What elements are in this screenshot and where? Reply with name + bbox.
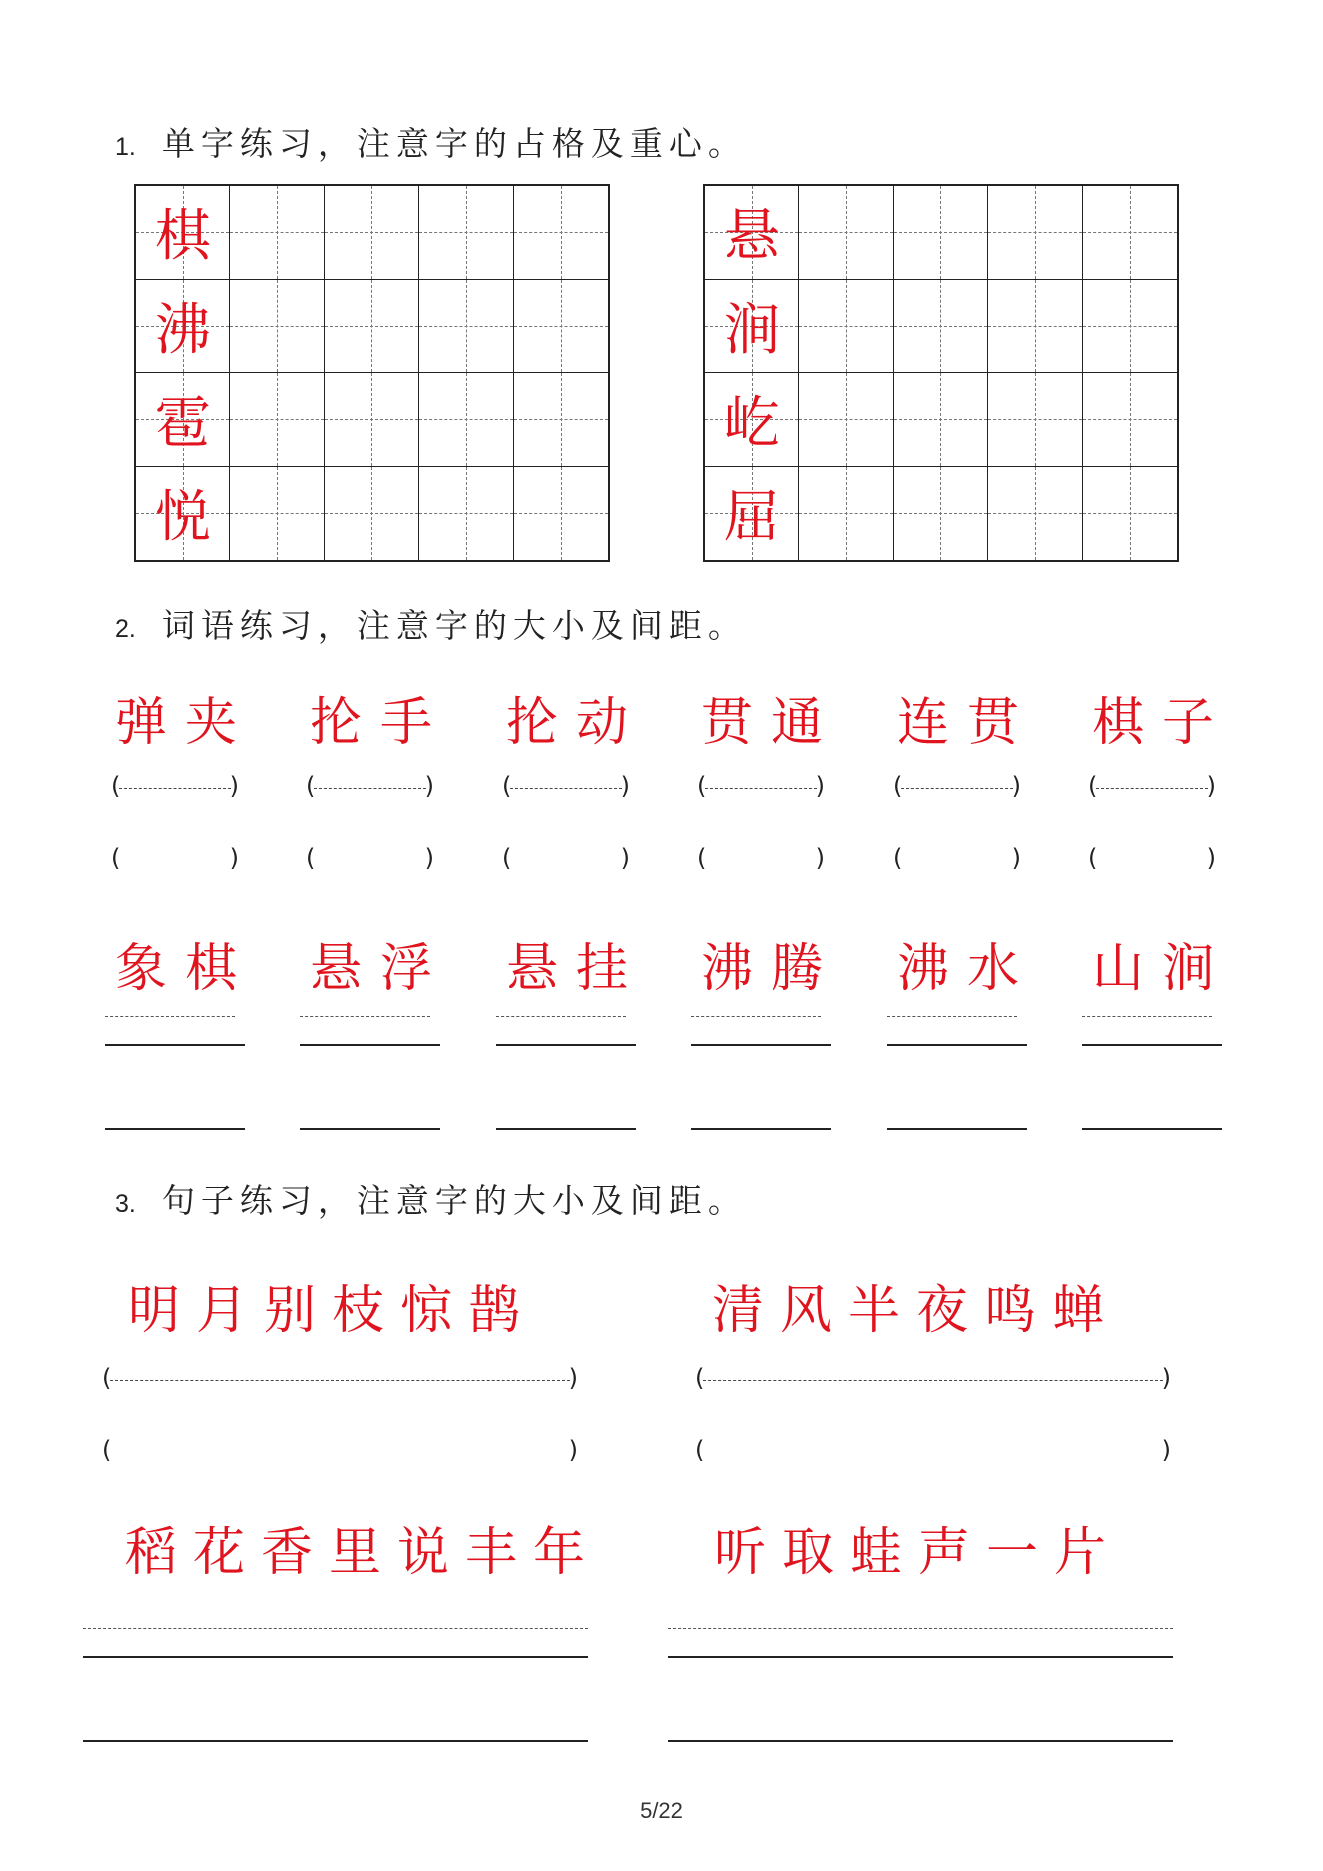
practice-word: 棋子 — [1092, 693, 1233, 753]
practice-cell[interactable] — [514, 373, 608, 467]
practice-cell[interactable] — [230, 280, 324, 374]
pinyin-blank[interactable]: ( ) — [111, 844, 239, 872]
pinyin-blank-dashed[interactable]: ( ) — [697, 772, 825, 800]
pinyin-blank[interactable]: ( ) — [697, 844, 825, 872]
practice-word: 象棋 — [115, 939, 256, 999]
model-cell — [136, 467, 230, 561]
writing-guide-dashed — [300, 1016, 430, 1017]
practice-cell[interactable] — [894, 467, 988, 561]
practice-cell[interactable] — [988, 280, 1082, 374]
practice-cell[interactable] — [325, 373, 419, 467]
pinyin-blank[interactable]: ( ) — [306, 844, 434, 872]
practice-word: 山涧 — [1092, 939, 1233, 999]
writing-line[interactable] — [1082, 1128, 1222, 1130]
practice-cell[interactable] — [419, 373, 513, 467]
model-cell — [136, 373, 230, 467]
writing-line[interactable] — [496, 1128, 636, 1130]
practice-cell[interactable] — [988, 373, 1082, 467]
practice-word: 贯通 — [701, 693, 842, 753]
model-cell — [705, 467, 799, 561]
practice-grid-right — [703, 184, 1179, 562]
practice-cell[interactable] — [514, 467, 608, 561]
pinyin-blank-dashed[interactable]: ( ) — [695, 1364, 1171, 1392]
pinyin-blank-dashed[interactable]: ( ) — [111, 772, 239, 800]
practice-cell[interactable] — [988, 186, 1082, 280]
model-cell — [705, 373, 799, 467]
model-character: 悬 — [723, 204, 780, 270]
practice-cell[interactable] — [894, 186, 988, 280]
practice-cell[interactable] — [799, 467, 893, 561]
pinyin-blank-dashed[interactable]: ( ) — [893, 772, 1021, 800]
practice-cell[interactable] — [1083, 467, 1177, 561]
pinyin-blank[interactable]: ( ) — [695, 1436, 1171, 1464]
writing-line[interactable] — [691, 1044, 831, 1046]
model-character: 棋 — [154, 204, 211, 270]
practice-cell[interactable] — [325, 280, 419, 374]
model-character: 雹 — [154, 391, 211, 457]
writing-line[interactable] — [1082, 1044, 1222, 1046]
practice-cell[interactable] — [325, 467, 419, 561]
model-character: 悦 — [154, 485, 211, 551]
practice-cell[interactable] — [1083, 280, 1177, 374]
model-cell — [136, 280, 230, 374]
writing-guide-dashed — [83, 1628, 588, 1629]
section-2-heading: 2. 词语练习，注意字的大小及间距。 — [115, 606, 747, 645]
writing-line[interactable] — [887, 1128, 1027, 1130]
model-cell — [705, 186, 799, 280]
practice-word: 抡手 — [310, 693, 451, 753]
writing-line[interactable] — [668, 1740, 1173, 1742]
practice-cell[interactable] — [419, 467, 513, 561]
writing-line[interactable] — [105, 1044, 245, 1046]
pinyin-blank[interactable]: ( ) — [102, 1436, 578, 1464]
writing-line[interactable] — [83, 1740, 588, 1742]
writing-line[interactable] — [300, 1128, 440, 1130]
practice-cell[interactable] — [799, 373, 893, 467]
pinyin-blank[interactable]: ( ) — [1088, 844, 1216, 872]
writing-guide-dashed — [105, 1016, 235, 1017]
model-cell — [136, 186, 230, 280]
pinyin-blank[interactable]: ( ) — [502, 844, 630, 872]
writing-line[interactable] — [691, 1128, 831, 1130]
sentence-1: 明月别枝惊鹊 — [128, 1281, 537, 1341]
practice-cell[interactable] — [230, 186, 324, 280]
practice-word: 弹夹 — [115, 693, 256, 753]
writing-line[interactable] — [83, 1656, 588, 1658]
writing-line[interactable] — [105, 1128, 245, 1130]
practice-word: 悬挂 — [506, 939, 647, 999]
practice-cell[interactable] — [1083, 373, 1177, 467]
practice-word: 沸水 — [897, 939, 1038, 999]
practice-cell[interactable] — [325, 186, 419, 280]
pinyin-blank-dashed[interactable]: ( ) — [306, 772, 434, 800]
page-number: 5/22 — [640, 1798, 683, 1823]
sentence-2: 清风半夜鸣蝉 — [712, 1281, 1121, 1341]
writing-guide-dashed — [668, 1628, 1173, 1629]
section-3-heading: 3. 句子练习，注意字的大小及间距。 — [115, 1181, 747, 1220]
practice-cell[interactable] — [894, 373, 988, 467]
practice-cell[interactable] — [419, 186, 513, 280]
practice-cell[interactable] — [988, 467, 1082, 561]
model-character: 屈 — [723, 485, 780, 551]
practice-cell[interactable] — [799, 186, 893, 280]
pinyin-blank-dashed[interactable]: ( ) — [502, 772, 630, 800]
practice-word: 悬浮 — [310, 939, 451, 999]
model-character: 屹 — [723, 391, 780, 457]
sentence-4: 听取蛙声一片 — [714, 1523, 1123, 1583]
practice-cell[interactable] — [894, 280, 988, 374]
practice-cell[interactable] — [1083, 186, 1177, 280]
writing-line[interactable] — [300, 1044, 440, 1046]
writing-guide-dashed — [1082, 1016, 1212, 1017]
practice-cell[interactable] — [514, 280, 608, 374]
practice-cell[interactable] — [230, 467, 324, 561]
practice-grid-left — [134, 184, 610, 562]
model-character: 沸 — [154, 297, 211, 363]
practice-word: 沸腾 — [701, 939, 842, 999]
sentence-3: 稻花香里说丰年 — [125, 1523, 602, 1583]
writing-guide-dashed — [691, 1016, 821, 1017]
pinyin-blank[interactable]: ( ) — [893, 844, 1021, 872]
practice-cell[interactable] — [799, 280, 893, 374]
pinyin-blank-dashed[interactable]: ( ) — [102, 1364, 578, 1392]
writing-guide-dashed — [496, 1016, 626, 1017]
practice-cell[interactable] — [230, 373, 324, 467]
writing-line[interactable] — [887, 1044, 1027, 1046]
practice-cell[interactable] — [514, 186, 608, 280]
section-1-heading: 1. 单字练习，注意字的占格及重心。 — [115, 124, 747, 163]
practice-cell[interactable] — [419, 280, 513, 374]
practice-word: 连贯 — [897, 693, 1038, 753]
practice-word: 抡动 — [506, 693, 647, 753]
writing-line[interactable] — [668, 1656, 1173, 1658]
pinyin-blank-dashed[interactable]: ( ) — [1088, 772, 1216, 800]
model-cell — [705, 280, 799, 374]
writing-guide-dashed — [887, 1016, 1017, 1017]
model-character: 涧 — [723, 297, 780, 363]
writing-line[interactable] — [496, 1044, 636, 1046]
